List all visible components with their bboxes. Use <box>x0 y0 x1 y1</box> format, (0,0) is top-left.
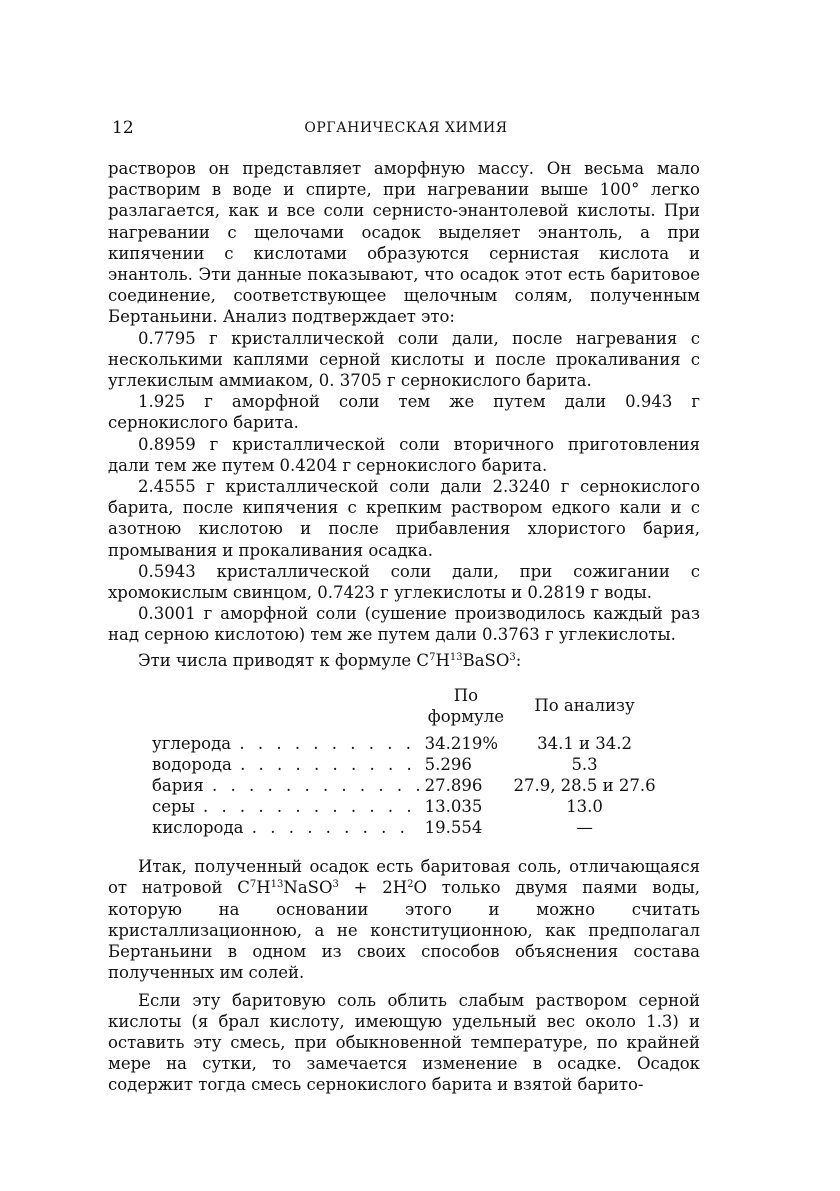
analysis-value: 34.1 и 34.2 <box>537 734 633 754</box>
formula-value: 5.296 <box>424 755 472 775</box>
table-row <box>152 733 662 754</box>
element-name: водорода <box>152 755 235 774</box>
leader-dots: . . . . . . . . . . <box>239 734 415 754</box>
analysis-value: 5.3 <box>571 755 598 775</box>
leader-dots: . . . . . . . . . . <box>240 755 416 775</box>
element-name: углерода <box>152 734 234 753</box>
analysis-value: — <box>576 818 593 838</box>
paragraph-analysis-6: 0.3001 г аморфной соли (сушение производилось каждый раз над серною кислотою) тем же путем дали 0.3763 г углекислоты. <box>108 604 700 645</box>
leader-dots: . . . . . . . . . <box>251 818 409 838</box>
formula-value: 13.035 <box>424 797 483 817</box>
body-text <box>108 158 700 1096</box>
analysis-value: 27.9, 28.5 и 27.6 <box>513 776 656 796</box>
formula-line: Эти числа приводят к формуле $C^7H^{13}BaSO^3$: <box>138 650 522 670</box>
paragraph-analysis-5: 0.5943 кристаллической соли дали, при сожигании с хромокислым свинцом, 0.7423 г углекислоты и 0.2819 г воды. <box>108 561 700 603</box>
analysis-value: 13.0 <box>566 797 603 817</box>
paragraph-analysis-3: 0.8959 г кристаллической соли вторичного приготовления дали тем же путем 0.4204 г сернокислого барита. <box>108 434 700 475</box>
paragraph-intro: растворов он представляет аморфную массу. Он весьма мало растворим в воде и спирте, при нагревании выше 100° легко разлагается, как и все соли сернисто-энантолевой кислоты. При нагревании с щелочами осадок выделяет энантоль, а при кипячении с кислотами образуются сернистая кислота и энантоль. Эти данные показывают, что осадок этот есть баритовое соединение, соответствующее щелочным солям, полученным Бертаньини. Анализ подтверждает это: <box>108 159 700 327</box>
paragraph-experiment: Если эту баритовую соль облить слабым раствором серной кислоты (я брал кислоту, имеющую удельный вес около 1.3) и оставить эту смесь, при обыкновенной температуре, по крайней мере на сутки, то замечается изменение в осадке. Осадок содержит тогда смесь сернокислого барита и взятой барито- <box>108 990 700 1095</box>
paragraph-analysis-4: 2.4555 г кристаллической соли дали 2.3240 г сернокислого барита, после кипячения с крепким раствором едкого кали и с азотною кислотою и после прибавления хлористого бария, промывания и прокаливания осадка. <box>108 477 700 560</box>
formula-value: 19.554 <box>424 818 483 838</box>
formula-value: 27.896 <box>424 776 483 796</box>
element-name: бария <box>152 776 207 795</box>
composition-table <box>152 685 662 838</box>
table-row <box>152 796 662 817</box>
table-row <box>152 775 662 796</box>
leader-dots: . . . . . . . . . . . . <box>212 776 425 796</box>
paragraph-analysis-2: 1.925 г аморфной соли тем же путем дали 0.943 г сернокислого барита. <box>108 392 700 433</box>
page-header <box>112 118 700 142</box>
element-name: кислорода <box>152 818 246 837</box>
paragraph-conclusion: Итак, полученный осадок есть баритовая соль, отличающаяся от натровой $C^7H^{13}NaSO^3 + 2H^2O$ только двумя паями воды, которую на основании этого и можно считать кристаллизационною, а не конституционною, как предполагал Бертаньини в одном из своих способов объяснения состава полученных им солей. <box>108 857 700 983</box>
table-row <box>152 817 662 838</box>
element-name: серы <box>152 797 198 816</box>
table-row <box>152 754 662 775</box>
page-number: 12 <box>112 118 134 138</box>
leader-dots: . . . . . . . . . . . . <box>202 797 416 817</box>
column-header-analysis: По анализу <box>534 696 635 716</box>
paragraph-analysis-1: 0.7795 г кристаллической соли дали, после нагревания с несколькими каплями серной кислоты и после прокаливания с углекислым аммиаком, 0. 3705 г сернокислого барита. <box>108 328 700 391</box>
column-header-formula: По формуле <box>427 685 504 727</box>
formula-value: 34.219% <box>424 734 499 754</box>
running-title: ОРГАНИЧЕСКАЯ ХИМИЯ <box>304 120 508 136</box>
